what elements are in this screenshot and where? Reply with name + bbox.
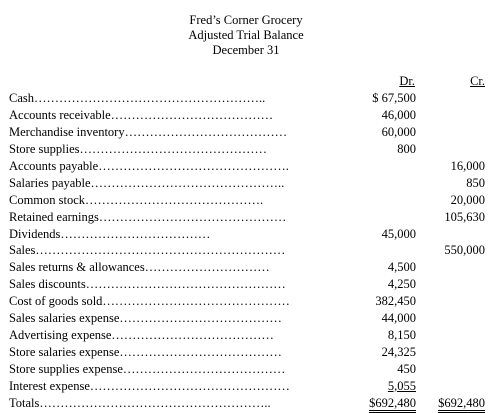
debit-column-header: Dr. <box>399 74 415 88</box>
table-row <box>9 209 485 226</box>
account-name: Accounts receivable………………………………… <box>9 107 274 122</box>
statement-title: Adjusted Trial Balance <box>188 28 304 42</box>
debit-amount: 44,000 <box>381 311 416 326</box>
debit-amount: 450 <box>397 362 416 376</box>
table-row <box>9 327 485 344</box>
table-row <box>9 310 485 327</box>
table-row <box>9 276 485 293</box>
table-row <box>9 242 485 259</box>
debit-amount: $ 67,500 <box>372 91 416 105</box>
table-row <box>9 90 485 107</box>
debit-amount: 5,055 <box>387 378 416 393</box>
credit-amount: 850 <box>466 175 485 190</box>
account-name: Common stock……………………………………. <box>9 192 264 207</box>
table-row <box>9 226 485 243</box>
statement-date: December 31 <box>212 43 280 57</box>
table-row <box>9 259 485 276</box>
totals-label: Totals……………………………………………….. <box>9 395 271 410</box>
table-row <box>9 378 485 395</box>
table-row <box>9 361 485 378</box>
table-row <box>9 192 485 209</box>
debit-amount: 800 <box>397 141 416 156</box>
table-row <box>9 141 485 158</box>
account-name: Salaries payable……………………………………….. <box>9 175 285 190</box>
debit-amount: 45,000 <box>381 226 416 241</box>
table-row <box>9 107 485 124</box>
credit-amount: 105,630 <box>444 209 485 224</box>
account-name: Interest expense………………………………………… <box>9 378 290 393</box>
account-name: Sales discounts………………………………………… <box>9 277 286 292</box>
statement-header <box>0 13 492 58</box>
table-row <box>9 175 485 192</box>
debit-amount: 4,500 <box>387 260 416 275</box>
credit-amount: 550,000 <box>444 243 485 258</box>
table-row <box>9 293 485 310</box>
account-name: Dividends……………………………… <box>9 226 211 241</box>
account-name: Advertising expense………………………………… <box>9 328 274 343</box>
table-row <box>9 344 485 361</box>
account-name: Store supplies expense………………………………… <box>9 362 286 376</box>
table-row <box>9 124 485 141</box>
debit-amount: 24,325 <box>381 345 416 360</box>
table-row <box>9 158 485 175</box>
account-name: Sales returns & allowances………………………… <box>9 260 270 275</box>
account-name: Cost of goods sold……………………………………… <box>9 294 290 309</box>
account-name: Merchandise inventory………………………………… <box>9 124 288 139</box>
credit-amount: 16,000 <box>450 158 485 173</box>
debit-amount: 4,250 <box>387 277 416 292</box>
trial-balance-table <box>9 90 485 412</box>
debit-amount: 60,000 <box>381 124 416 139</box>
account-name: Store salaries expense………………………………… <box>9 345 282 360</box>
account-name: Sales…………………………………………………… <box>9 243 286 258</box>
total-credit: $692,480 <box>438 396 485 413</box>
account-name: Accounts payable………………………………………. <box>9 158 289 173</box>
account-name: Sales salaries expense………………………………… <box>9 311 282 326</box>
total-debit: $692,480 <box>369 396 416 413</box>
credit-column-header: Cr. <box>470 74 485 88</box>
debit-amount: 46,000 <box>381 107 416 122</box>
account-name: Retained earnings……………………………………… <box>9 209 287 224</box>
totals-row <box>9 395 485 412</box>
debit-amount: 382,450 <box>375 294 416 309</box>
debit-amount: 8,150 <box>387 328 416 343</box>
account-name: Cash……………………………………………….. <box>9 91 266 105</box>
account-name: Store supplies……………………………………… <box>9 141 267 156</box>
credit-amount: 20,000 <box>450 192 485 207</box>
company-name: Fred’s Corner Grocery <box>189 13 303 27</box>
